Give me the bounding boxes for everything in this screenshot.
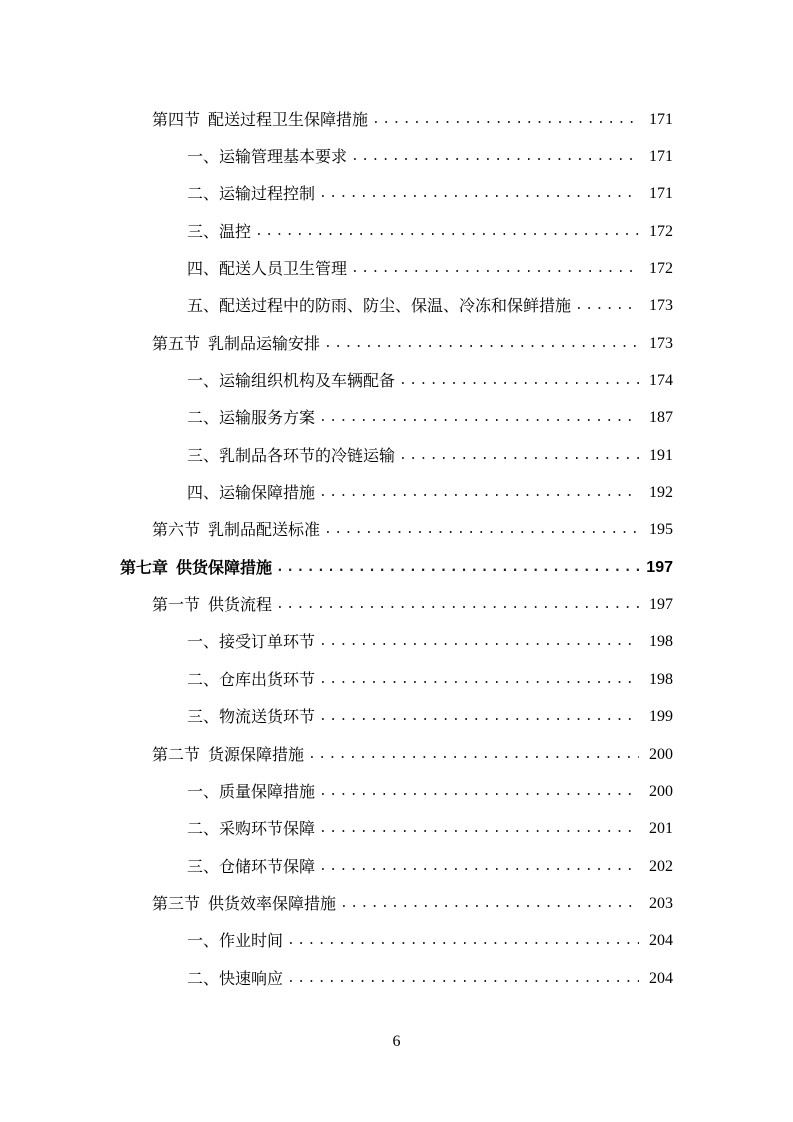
toc-entry-title <box>187 931 287 951</box>
toc-subsection-entry[interactable] <box>0 400 793 437</box>
toc-entry-title <box>187 408 319 428</box>
toc-leader-dots <box>399 446 639 466</box>
toc-leader-dots <box>276 558 639 578</box>
toc-entry-title <box>152 520 324 540</box>
toc-entry-text: 货源保障措施 <box>208 744 305 764</box>
toc-entry-text: 四、运输保障措施 <box>187 483 316 503</box>
toc-subsection-entry[interactable] <box>0 923 793 960</box>
toc-subsection-entry[interactable] <box>0 699 793 736</box>
toc-leader-dots <box>319 819 639 839</box>
toc-entry-page: 197 <box>649 596 673 614</box>
toc-entry-title <box>152 745 308 765</box>
toc-chapter-entry[interactable] <box>0 549 793 586</box>
toc-entry-number: 第五节 <box>152 333 201 353</box>
toc-section-entry[interactable] <box>0 885 793 922</box>
toc-entry-page: 173 <box>649 297 673 315</box>
toc-leader-dots <box>319 483 639 503</box>
toc-entry-title <box>187 222 255 242</box>
toc-entry-text: 供货效率保障措施 <box>208 893 337 913</box>
toc-entry-title <box>187 184 319 204</box>
toc-subsection-entry[interactable] <box>0 437 793 474</box>
toc-entry-text: 一、作业时间 <box>187 931 284 951</box>
toc-entry-page: 195 <box>649 521 673 539</box>
table-of-contents <box>0 101 793 997</box>
toc-subsection-entry[interactable] <box>0 960 793 997</box>
toc-section-entry[interactable] <box>0 101 793 138</box>
toc-leader-dots <box>276 595 639 615</box>
toc-entry-text: 一、质量保障措施 <box>187 781 316 801</box>
toc-entry-page: 198 <box>649 670 673 688</box>
toc-entry-title <box>187 296 575 316</box>
toc-leader-dots <box>255 222 639 242</box>
toc-entry-text: 供货保障措施 <box>176 557 273 577</box>
toc-entry-title <box>187 707 319 727</box>
toc-entry-number: 第三节 <box>152 893 201 913</box>
toc-leader-dots <box>319 184 639 204</box>
toc-entry-page: 187 <box>649 409 673 427</box>
toc-entry-text: 二、运输服务方案 <box>187 408 316 428</box>
toc-subsection-entry[interactable] <box>0 848 793 885</box>
toc-entry-title <box>152 110 372 130</box>
toc-entry-title <box>152 894 340 914</box>
toc-entry-title <box>187 857 319 877</box>
toc-leader-dots <box>575 296 639 316</box>
toc-leader-dots <box>308 745 639 765</box>
toc-entry-title <box>187 632 319 652</box>
page-number: 6 <box>392 1033 401 1050</box>
toc-entry-title <box>187 446 399 466</box>
toc-entry-text: 乳制品配送标准 <box>208 520 321 540</box>
toc-entry-text: 二、采购环节保障 <box>187 819 316 839</box>
toc-entry-title <box>187 782 319 802</box>
toc-entry-page: 198 <box>649 633 673 651</box>
toc-entry-title <box>152 595 276 615</box>
toc-entry-text: 乳制品运输安排 <box>208 333 321 353</box>
toc-entry-text: 一、接受订单环节 <box>187 632 316 652</box>
toc-entry-title <box>187 819 319 839</box>
toc-entry-page: 191 <box>649 446 673 464</box>
toc-entry-page: 171 <box>649 148 673 166</box>
toc-section-entry[interactable] <box>0 512 793 549</box>
toc-entry-text: 三、乳制品各环节的冷链运输 <box>187 445 396 465</box>
toc-entry-number: 第七章 <box>120 557 169 577</box>
toc-entry-page: 200 <box>649 782 673 800</box>
toc-leader-dots <box>372 110 639 130</box>
toc-entry-title <box>152 334 324 354</box>
toc-entry-page: 199 <box>649 708 673 726</box>
toc-subsection-entry[interactable] <box>0 138 793 175</box>
toc-entry-page: 204 <box>649 932 673 950</box>
toc-entry-text: 一、运输组织机构及车辆配备 <box>187 371 396 391</box>
toc-subsection-entry[interactable] <box>0 474 793 511</box>
toc-leader-dots <box>351 147 639 167</box>
toc-entry-title <box>187 259 351 279</box>
toc-leader-dots <box>319 857 639 877</box>
toc-subsection-entry[interactable] <box>0 811 793 848</box>
toc-entry-title <box>187 371 399 391</box>
toc-entry-text: 五、配送过程中的防雨、防尘、保温、冷冻和保鲜措施 <box>187 296 572 316</box>
toc-leader-dots <box>319 707 639 727</box>
toc-leader-dots <box>319 670 639 690</box>
toc-leader-dots <box>324 334 639 354</box>
toc-entry-text: 二、运输过程控制 <box>187 184 316 204</box>
toc-leader-dots <box>340 894 639 914</box>
toc-entry-page: 174 <box>649 372 673 390</box>
toc-entry-text: 配送过程卫生保障措施 <box>208 109 369 129</box>
toc-entry-text: 三、仓储环节保障 <box>187 856 316 876</box>
toc-section-entry[interactable] <box>0 736 793 773</box>
toc-entry-page: 200 <box>649 745 673 763</box>
toc-entry-text: 二、快速响应 <box>187 968 284 988</box>
toc-entry-number: 第六节 <box>152 520 201 540</box>
toc-entry-title <box>187 483 319 503</box>
toc-entry-number: 第二节 <box>152 744 201 764</box>
toc-entry-text: 四、配送人员卫生管理 <box>187 259 348 279</box>
toc-leader-dots <box>399 371 639 391</box>
toc-entry-number: 第四节 <box>152 109 201 129</box>
toc-subsection-entry[interactable] <box>0 176 793 213</box>
toc-subsection-entry[interactable] <box>0 661 793 698</box>
toc-subsection-entry[interactable] <box>0 288 793 325</box>
toc-entry-page: 197 <box>646 558 673 576</box>
toc-entry-page: 171 <box>649 110 673 128</box>
toc-entry-title <box>187 969 287 989</box>
toc-entry-page: 172 <box>649 222 673 240</box>
toc-entry-page: 171 <box>649 185 673 203</box>
toc-entry-page: 201 <box>649 820 673 838</box>
toc-leader-dots <box>319 782 639 802</box>
toc-entry-title <box>120 558 276 578</box>
toc-entry-page: 203 <box>649 894 673 912</box>
toc-subsection-entry[interactable] <box>0 213 793 250</box>
toc-entry-title <box>187 147 351 167</box>
toc-leader-dots <box>319 632 639 652</box>
toc-section-entry[interactable] <box>0 586 793 623</box>
toc-leader-dots <box>351 259 639 279</box>
toc-subsection-entry[interactable] <box>0 250 793 287</box>
toc-entry-text: 三、温控 <box>187 221 252 241</box>
toc-leader-dots <box>319 408 639 428</box>
toc-leader-dots <box>287 931 639 951</box>
toc-subsection-entry[interactable] <box>0 773 793 810</box>
toc-leader-dots <box>287 969 639 989</box>
toc-section-entry[interactable] <box>0 325 793 362</box>
toc-entry-page: 204 <box>649 969 673 987</box>
toc-entry-page: 192 <box>649 484 673 502</box>
toc-entry-text: 供货流程 <box>208 595 273 615</box>
toc-entry-text: 一、运输管理基本要求 <box>187 147 348 167</box>
toc-entry-page: 172 <box>649 260 673 278</box>
toc-entry-text: 二、仓库出货环节 <box>187 669 316 689</box>
toc-entry-page: 173 <box>649 334 673 352</box>
toc-entry-title <box>187 670 319 690</box>
toc-entry-number: 第一节 <box>152 595 201 615</box>
toc-subsection-entry[interactable] <box>0 624 793 661</box>
toc-entry-text: 三、物流送货环节 <box>187 707 316 727</box>
toc-leader-dots <box>324 520 639 540</box>
toc-subsection-entry[interactable] <box>0 362 793 399</box>
toc-entry-page: 202 <box>649 857 673 875</box>
